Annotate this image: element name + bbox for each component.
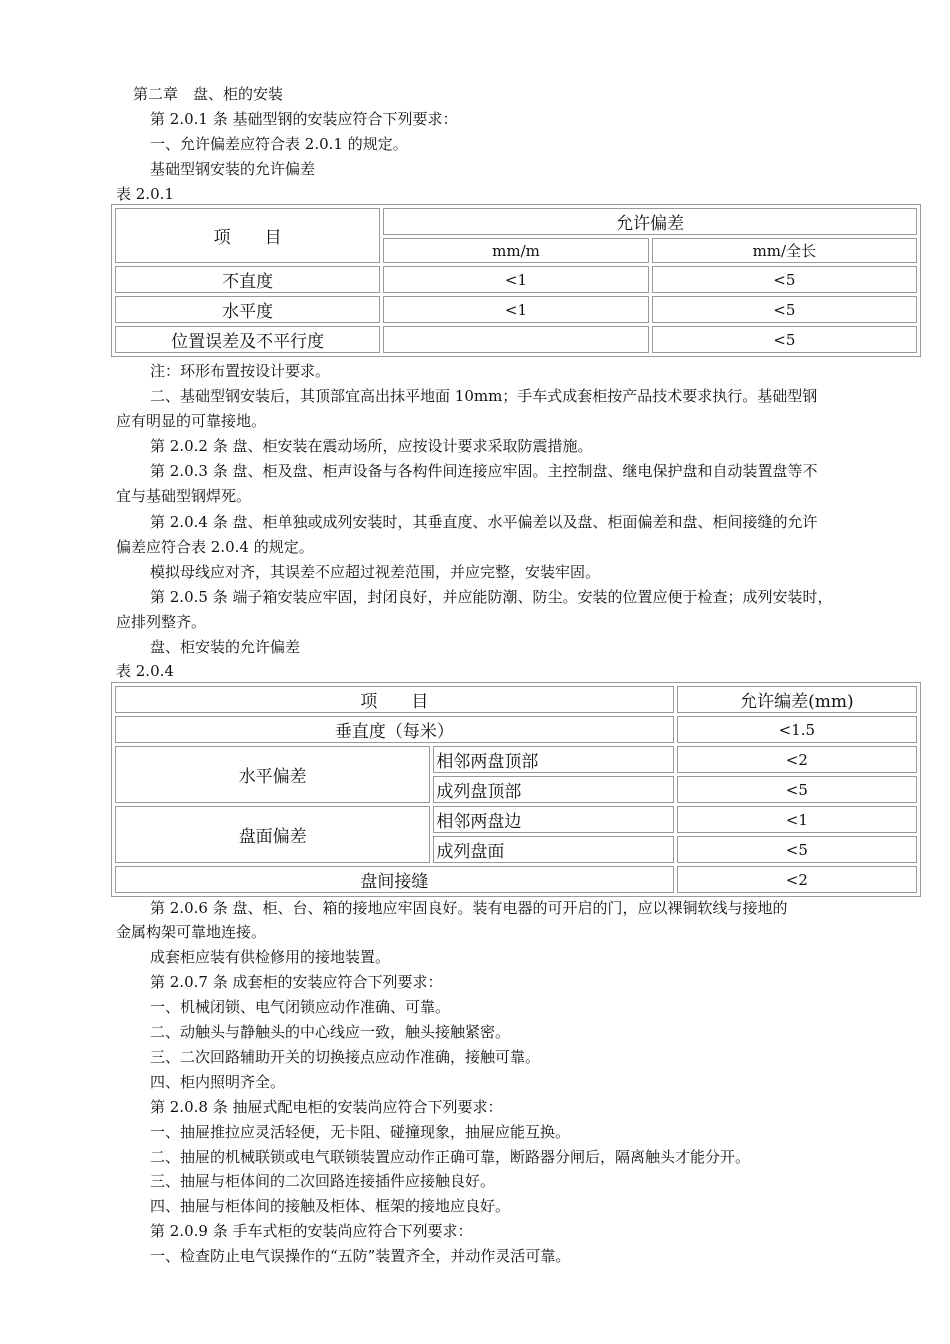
table1-header-tolerance: 允许偏差 — [383, 208, 917, 235]
clause-2-0-8-item-3: 三、抽屉与柜体间的二次回路连接插件应接触良好。 — [150, 1172, 496, 1190]
table2-horizontal-val2: <5 — [677, 776, 917, 803]
table1-cell-mm-m: <1 — [383, 296, 648, 323]
table1-cell-mm-m: <1 — [383, 266, 648, 293]
table1-header-mm-full-length: mm/全长 — [652, 238, 917, 263]
table1-cell-item: 位置误差及不平行度 — [115, 326, 380, 353]
table-row — [115, 866, 917, 893]
clause-2-0-7-item-4: 四、柜内照明齐全。 — [150, 1073, 286, 1091]
table1-cell-mm-m — [383, 326, 648, 353]
clause-2-0-5: 第 2.0.5 条 端子箱安装应牢固，封闭良好，并应能防潮、防尘。安装的位置应便于检查；成列安装时， — [150, 588, 833, 606]
clause-2-0-4-cont: 偏差应符合表 2.0.4 的规定。 — [116, 538, 314, 556]
clause-2-0-6-extra: 成套柜应装有供检修用的接地装置。 — [150, 948, 391, 966]
clause-2-0-5-cont: 应排列整齐。 — [116, 613, 207, 631]
table1-cell-item: 不直度 — [115, 266, 380, 293]
table1-cell-mm-full: <5 — [652, 296, 917, 323]
clause-2-0-4: 第 2.0.4 条 盘、柜单独或成列安装时，其垂直度、水平偏差以及盘、柜面偏差和盘、柜间接缝的允许 — [150, 513, 818, 531]
table-row — [115, 326, 917, 353]
clause-2-0-7-item-2: 二、动触头与静触头的中心线应一致，触头接触紧密。 — [150, 1023, 511, 1041]
table2-vertical-item: 垂直度（每米） — [115, 716, 674, 743]
table1-label: 表 2.0.1 — [116, 185, 174, 203]
clause-2-0-6-cont: 金属构架可靠地连接。 — [116, 923, 267, 941]
table-row — [115, 806, 917, 833]
table2-surface-val2: <5 — [677, 836, 917, 863]
clause-2-0-9-item-1: 一、检查防止电气误操作的“五防”装置齐全，并动作灵活可靠。 — [150, 1247, 571, 1265]
clause-2-0-8-item-4: 四、抽屉与柜体间的接触及柜体、框架的接地应良好。 — [150, 1197, 511, 1215]
clause-2-0-7-item-3: 三、二次回路辅助开关的切换接点应动作准确，接触可靠。 — [150, 1048, 541, 1066]
chapter-title: 第二章 盘、柜的安装 — [133, 85, 284, 103]
table-row — [115, 296, 917, 323]
table2-gap-val: <2 — [677, 866, 917, 893]
table2-horizontal-group: 水平偏差 — [115, 746, 430, 803]
table-row — [115, 716, 917, 743]
clause-2-0-3: 第 2.0.3 条 盘、柜及盘、柜声设备与各构件间连接应牢固。主控制盘、继电保护盘和自动装置盘等不 — [150, 462, 818, 480]
clause-2-0-8-item-2: 二、抽屉的机械联锁或电气联锁装置应动作正确可靠，断路器分闸后，隔离触头才能分开。 — [150, 1148, 751, 1166]
table1-cell-item: 水平度 — [115, 296, 380, 323]
table1-cell-mm-full: <5 — [652, 326, 917, 353]
table2-gap-item: 盘间接缝 — [115, 866, 674, 893]
table2-horizontal-val1: <2 — [677, 746, 917, 773]
clause-2-0-4-extra: 模拟母线应对齐，其误差不应超过视差范围，并应完整，安装牢固。 — [150, 563, 601, 581]
table1-header-item: 项 目 — [115, 208, 380, 263]
clause-2-0-1-item-2-cont: 应有明显的可靠接地。 — [116, 412, 267, 430]
table2-horizontal-sub2: 成列盘顶部 — [433, 776, 673, 803]
table2-surface-val1: <1 — [677, 806, 917, 833]
table2-horizontal-sub1: 相邻两盘顶部 — [433, 746, 673, 773]
table2-vertical-val: <1.5 — [677, 716, 917, 743]
table2-caption: 盘、柜安装的允许偏差 — [150, 638, 301, 656]
clause-2-0-8: 第 2.0.8 条 抽屉式配电柜的安装尚应符合下列要求： — [150, 1098, 503, 1116]
clause-2-0-7-item-1: 一、机械闭锁、电气闭锁应动作准确、可靠。 — [150, 998, 451, 1016]
table1-note: 注：环形布置按设计要求。 — [150, 362, 331, 380]
table1-cell-mm-full: <5 — [652, 266, 917, 293]
clause-2-0-7: 第 2.0.7 条 成套柜的安装应符合下列要求： — [150, 973, 443, 991]
clause-2-0-3-cont: 宜与基础型钢焊死。 — [116, 487, 252, 505]
clause-2-0-1: 第 2.0.1 条 基础型钢的安装应符合下列要求： — [150, 110, 458, 128]
clause-2-0-1-item-2: 二、基础型钢安装后，其顶部宜高出抹平地面 10mm；手车式成套柜按产品技术要求执行。基础型钢 — [150, 387, 818, 405]
clause-2-0-9: 第 2.0.9 条 手车式柜的安装尚应符合下列要求： — [150, 1222, 473, 1240]
clause-2-0-6: 第 2.0.6 条 盘、柜、台、箱的接地应牢固良好。装有电器的可开启的门，应以裸铜软线与接地的 — [150, 899, 788, 917]
table-row — [115, 746, 917, 773]
table1-header-mm-per-m: mm/m — [383, 238, 648, 263]
table2-surface-group: 盘面偏差 — [115, 806, 430, 863]
table-row — [115, 266, 917, 293]
table2-surface-sub1: 相邻两盘边 — [433, 806, 673, 833]
table2-header-tolerance: 允许编差(mm) — [677, 686, 917, 713]
table-2-0-1 — [111, 204, 921, 357]
table2-header-item: 项 目 — [115, 686, 674, 713]
table-2-0-4 — [111, 682, 921, 897]
table1-caption: 基础型钢安装的允许偏差 — [150, 160, 316, 178]
table2-label: 表 2.0.4 — [116, 662, 174, 680]
clause-2-0-1-item-1: 一、允许偏差应符合表 2.0.1 的规定。 — [150, 135, 408, 153]
clause-2-0-2: 第 2.0.2 条 盘、柜安装在震动场所，应按设计要求采取防震措施。 — [150, 437, 593, 455]
clause-2-0-8-item-1: 一、抽屉推拉应灵活轻便，无卡阻、碰撞现象，抽屉应能互换。 — [150, 1123, 571, 1141]
table2-surface-sub2: 成列盘面 — [433, 836, 673, 863]
